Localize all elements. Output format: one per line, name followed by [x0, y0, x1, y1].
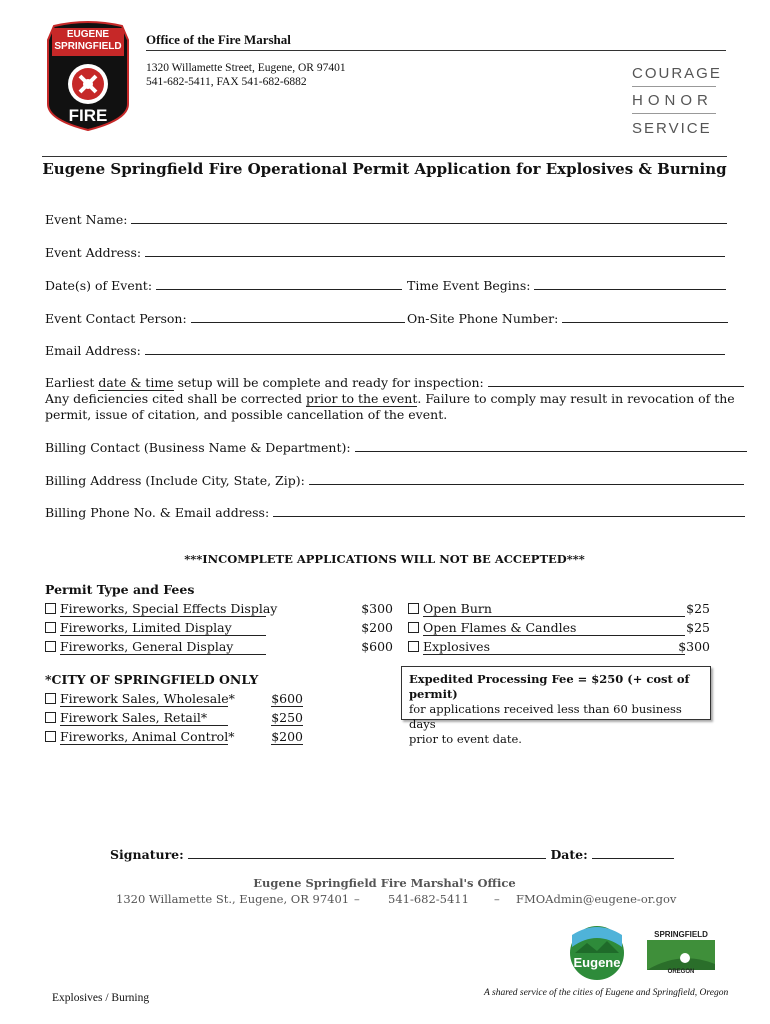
checkbox[interactable]: [408, 641, 419, 652]
onsite-phone-field[interactable]: [407, 311, 728, 326]
springfield-fee: $600: [271, 691, 303, 706]
billing-contact-label: Billing Contact (Business Name & Department):: [45, 440, 351, 455]
header-rule: [146, 50, 726, 51]
springfield-option[interactable]: [45, 710, 303, 726]
permit-option[interactable]: [45, 620, 393, 636]
signature-field[interactable]: [110, 847, 674, 862]
deficiency-pre: Any deficiencies cited shall be corrected: [45, 391, 307, 406]
checkbox[interactable]: [45, 693, 56, 704]
motto-divider: [632, 86, 716, 87]
earliest-post: setup will be complete and ready for inspection:: [173, 375, 484, 390]
form-name: Explosives / Burning: [52, 992, 150, 1004]
footer-email: FMOAdmin@eugene-or.gov: [516, 892, 677, 906]
permit-label: Open Burn: [423, 601, 685, 617]
checkbox[interactable]: [408, 603, 419, 614]
permit-fee: $300: [678, 639, 710, 654]
permit-label: Fireworks, Special Effects Display: [60, 601, 278, 616]
springfield-fee: $200: [271, 729, 303, 744]
time-begins-line[interactable]: [534, 278, 726, 290]
email-field[interactable]: [45, 343, 725, 358]
title-rule: [42, 156, 727, 157]
event-name-field[interactable]: [45, 212, 727, 227]
permit-option[interactable]: [45, 601, 393, 617]
billing-phone-line[interactable]: [273, 505, 745, 517]
permit-label: Fireworks, General Display: [60, 639, 266, 655]
contact-person-line[interactable]: [191, 311, 405, 323]
footer-dash: –: [354, 892, 360, 906]
badge-bottom-text: FIRE: [68, 106, 108, 125]
billing-contact-line[interactable]: [355, 440, 747, 452]
motto-service: SERVICE: [632, 120, 712, 137]
date-line[interactable]: [592, 847, 674, 859]
fire-badge-logo: [44, 20, 132, 132]
permit-option[interactable]: [45, 639, 393, 655]
expedited-line1: for applications received less than 60 business days: [409, 702, 682, 731]
motto-divider: [632, 113, 716, 114]
signature-line[interactable]: [188, 847, 546, 859]
shared-service-note: A shared service of the cities of Eugene and Springfield, Oregon: [484, 988, 729, 998]
deficiency-notice: [45, 391, 735, 406]
springfield-option[interactable]: [45, 729, 303, 745]
billing-address-field[interactable]: [45, 473, 744, 488]
permit-fee: $25: [686, 601, 710, 616]
incomplete-notice: ***INCOMPLETE APPLICATIONS WILL NOT BE ACCEPTED***: [184, 552, 585, 566]
event-name-label: Event Name:: [45, 212, 128, 227]
expedited-line2: prior to event date.: [409, 732, 522, 746]
checkbox[interactable]: [45, 622, 56, 633]
permit-label: Fireworks, Limited Display: [60, 620, 266, 636]
contact-person-label: Event Contact Person:: [45, 311, 187, 326]
email-line[interactable]: [145, 343, 725, 355]
event-name-line[interactable]: [131, 212, 727, 224]
motto-honor: HONOR: [632, 92, 713, 109]
event-dates-line[interactable]: [156, 278, 402, 290]
checkbox[interactable]: [408, 622, 419, 633]
billing-phone-field[interactable]: [45, 505, 745, 520]
page-title: Eugene Springfield Fire Operational Permit Application for Explosives & Burning: [42, 160, 727, 178]
footer-dash: –: [494, 892, 500, 906]
permit-option[interactable]: [408, 639, 710, 655]
date-label: Date:: [550, 847, 588, 862]
permit-fee: $300: [361, 601, 393, 616]
springfield-label: Fireworks, Animal Control*: [60, 729, 235, 744]
permit-fee: $25: [686, 620, 710, 635]
permit-label: Explosives: [423, 639, 685, 655]
event-dates-label: Date(s) of Event:: [45, 278, 153, 293]
oregon-logo-text: OREGON: [667, 969, 695, 975]
office-title: Office of the Fire Marshal: [146, 32, 291, 47]
permit-option[interactable]: [408, 620, 710, 636]
earliest-emphasis: date & time: [98, 375, 174, 390]
billing-address-label: Billing Address (Include City, State, Zip):: [45, 473, 305, 488]
springfield-label: Firework Sales, Wholesale*: [60, 691, 235, 706]
springfield-option[interactable]: [45, 691, 303, 707]
footer-phone: 541-682-5411: [388, 892, 469, 906]
earliest-pre: Earliest: [45, 375, 99, 390]
billing-contact-field[interactable]: [45, 440, 747, 455]
office-address: 1320 Willamette Street, Eugene, OR 97401: [146, 62, 346, 74]
email-label: Email Address:: [45, 343, 141, 358]
springfield-label: Firework Sales, Retail*: [60, 710, 228, 726]
earliest-setup-field[interactable]: [45, 375, 744, 390]
deficiency-post: . Failure to comply may result in revocation of the: [417, 391, 735, 406]
office-phone-fax: 541-682-5411, FAX 541-682-6882: [146, 76, 307, 88]
permit-heading: Permit Type and Fees: [45, 582, 195, 597]
expedited-box: [401, 666, 711, 746]
contact-person-field[interactable]: [45, 311, 405, 326]
time-begins-label: Time Event Begins:: [407, 278, 531, 293]
checkbox[interactable]: [45, 731, 56, 742]
springfield-heading: *CITY OF SPRINGFIELD ONLY: [45, 672, 259, 687]
springfield-logo-text: SPRINGFIELD: [654, 930, 708, 939]
springfield-logo: [645, 930, 717, 978]
expedited-title: Expedited Processing Fee = $250 (+ cost of permit): [409, 672, 690, 701]
earliest-setup-line[interactable]: [488, 375, 744, 387]
footer-office: Eugene Springfield Fire Marshal's Office: [253, 876, 516, 890]
eugene-logo: [567, 925, 627, 983]
signature-label: Signature:: [110, 847, 184, 862]
permit-label: Open Flames & Candles: [423, 620, 685, 636]
event-dates-field[interactable]: [45, 278, 402, 293]
onsite-phone-label: On-Site Phone Number:: [407, 311, 559, 326]
deficiency-notice-line2: permit, issue of citation, and possible cancellation of the event.: [45, 407, 448, 422]
eugene-logo-text: Eugene: [573, 955, 621, 970]
event-address-line[interactable]: [145, 245, 725, 257]
event-address-field[interactable]: [45, 245, 725, 260]
permit-option[interactable]: [408, 601, 710, 617]
checkbox[interactable]: [45, 712, 56, 723]
checkbox[interactable]: [45, 603, 56, 614]
checkbox[interactable]: [45, 641, 56, 652]
motto-courage: COURAGE: [632, 65, 722, 82]
onsite-phone-line[interactable]: [562, 311, 728, 323]
springfield-fee: $250: [271, 710, 303, 725]
footer-address: 1320 Willamette St., Eugene, OR 97401: [116, 892, 350, 906]
permit-fee: $600: [361, 639, 393, 654]
billing-phone-label: Billing Phone No. & Email address:: [45, 505, 270, 520]
badge-top-text: EUGENE SPRINGFIELD: [54, 29, 122, 52]
time-begins-field[interactable]: [407, 278, 726, 293]
permit-fee: $200: [361, 620, 393, 635]
deficiency-emphasis: prior to the event: [306, 391, 418, 406]
billing-address-line[interactable]: [309, 473, 744, 485]
event-address-label: Event Address:: [45, 245, 142, 260]
